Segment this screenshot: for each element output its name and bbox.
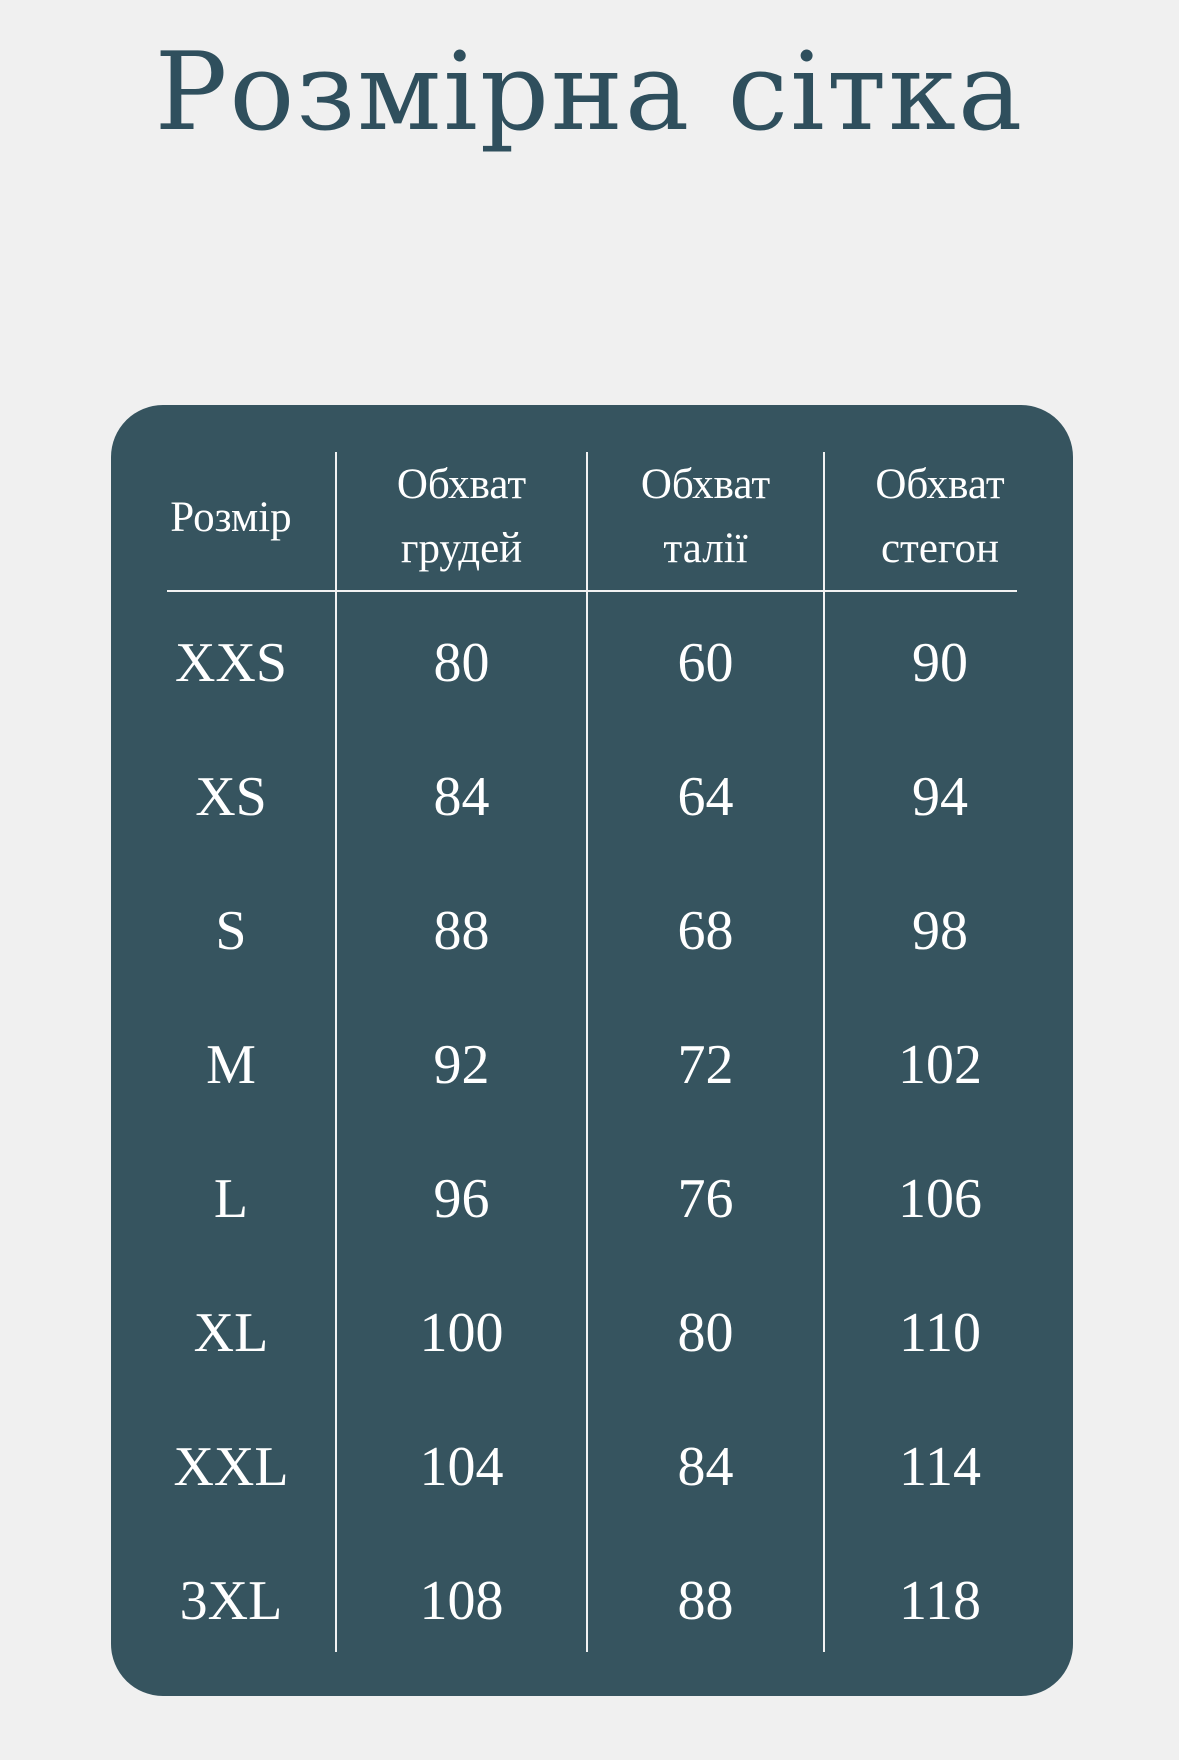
- cell-chest: 92: [433, 1034, 490, 1096]
- cell-chest: 108: [419, 1570, 504, 1632]
- cell-waist: 72: [677, 1034, 734, 1096]
- cell-size: S: [215, 900, 247, 962]
- cell-chest: 80: [433, 632, 490, 694]
- header-chest: [337, 453, 586, 581]
- cell-chest: 104: [419, 1436, 504, 1498]
- cell-size: XL: [193, 1302, 269, 1364]
- header-size: [151, 486, 311, 550]
- header-hips-line1: Обхват: [875, 461, 1005, 508]
- cell-waist: 60: [677, 632, 734, 694]
- cell-waist: 88: [677, 1570, 734, 1632]
- cell-size: 3XL: [179, 1570, 283, 1632]
- header-chest-line1: Обхват: [396, 461, 527, 508]
- header-divider: [167, 590, 1017, 592]
- cell-waist: 84: [677, 1436, 734, 1498]
- header-size-label: Розмір: [170, 494, 292, 541]
- header-waist-line1: Обхват: [640, 461, 771, 508]
- cell-chest: 96: [433, 1168, 490, 1230]
- cell-hips: 90: [912, 632, 968, 694]
- cell-chest: 100: [419, 1302, 504, 1364]
- cell-hips: 102: [898, 1034, 982, 1096]
- header-chest-line2: грудей: [400, 525, 523, 572]
- cell-chest: 84: [433, 766, 490, 828]
- cell-size: M: [206, 1034, 256, 1096]
- cell-waist: 68: [677, 900, 734, 962]
- header-hips-line2: стегон: [880, 525, 1000, 572]
- cell-hips: 118: [899, 1570, 981, 1632]
- cell-waist: 76: [677, 1168, 734, 1230]
- cell-size: XS: [195, 766, 267, 828]
- cell-size: L: [213, 1168, 249, 1230]
- size-chart-panel: [111, 405, 1073, 1696]
- cell-hips: 110: [899, 1302, 981, 1364]
- cell-hips: 98: [912, 900, 968, 962]
- cell-hips: 114: [899, 1436, 981, 1498]
- page-title: Розмірна сітка: [154, 30, 1025, 155]
- cell-waist: 80: [677, 1302, 734, 1364]
- cell-size: XXS: [174, 632, 288, 694]
- header-waist-line2: талії: [663, 525, 748, 572]
- cell-size: XXL: [173, 1436, 289, 1498]
- header-hips: [825, 453, 1055, 581]
- cell-waist: 64: [677, 766, 734, 828]
- cell-hips: 94: [912, 766, 968, 828]
- cell-chest: 88: [433, 900, 490, 962]
- header-waist: [588, 453, 823, 581]
- cell-hips: 106: [898, 1168, 982, 1230]
